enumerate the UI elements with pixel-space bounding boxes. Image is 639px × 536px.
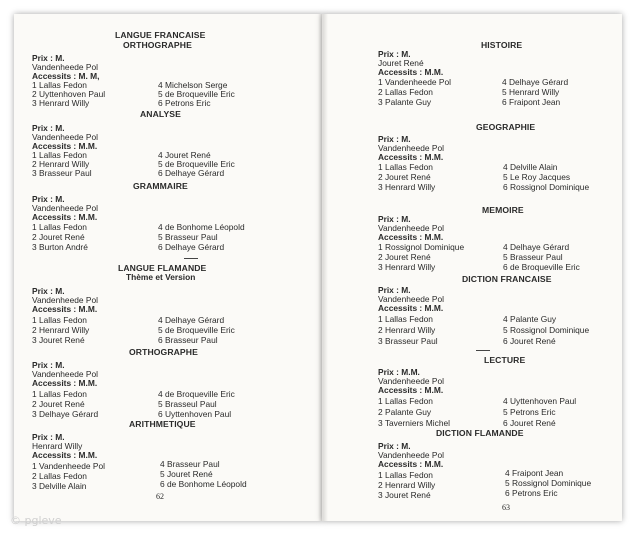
list-item: 6 Jouret René bbox=[503, 418, 556, 428]
list-item: 1 Vandenheede Pol bbox=[378, 77, 451, 87]
list-item: 1 Lallas Fedon bbox=[32, 222, 87, 232]
list-item: 6 Fraipont Jean bbox=[502, 97, 561, 107]
list-item: 5 Rossignol Dominique bbox=[503, 325, 590, 335]
prix-name: Henrard Willy bbox=[32, 441, 83, 451]
list-item: 5 Brasseur Paul bbox=[158, 232, 218, 242]
page-number: 63 bbox=[502, 503, 510, 512]
list-item: 3 Henrard Willy bbox=[378, 262, 436, 272]
list-item: 4 Delville Alain bbox=[503, 162, 558, 172]
list-item: 6 Rossignol Dominique bbox=[503, 182, 590, 192]
heading-lecture: LECTURE bbox=[484, 355, 526, 365]
list-item: 6 Uyttenhoven Paul bbox=[158, 409, 232, 419]
prix-name: Vandenheede Pol bbox=[32, 62, 98, 72]
list-item: 3 Brasseur Paul bbox=[378, 336, 438, 346]
list-item: 4 Delhaye Gérard bbox=[503, 242, 570, 252]
list-item: 2 Jouret René bbox=[378, 172, 431, 182]
list-item: 5 Petrons Eric bbox=[503, 407, 556, 417]
list-item: 4 Uyttenhoven Paul bbox=[503, 396, 577, 406]
list-item: 1 Lallas Fedon bbox=[378, 314, 433, 324]
heading-memoire: MEMOIRE bbox=[482, 205, 524, 215]
heading-arithmetique: ARITHMETIQUE bbox=[129, 419, 196, 429]
watermark: © pgleve bbox=[10, 514, 62, 527]
list-item: 2 Lallas Fedon bbox=[32, 471, 87, 481]
prix-label: Prix : M. bbox=[32, 194, 65, 204]
prix-label: Prix : M. bbox=[378, 214, 411, 224]
list-item: 2 Lallas Fedon bbox=[378, 87, 433, 97]
accessits-label: Accessits : M.M. bbox=[378, 232, 444, 242]
list-item: 3 Delhaye Gérard bbox=[32, 409, 99, 419]
list-item: 5 Rossignol Dominique bbox=[505, 478, 592, 488]
book-gutter bbox=[318, 14, 328, 521]
prix-label: Prix : M. bbox=[32, 53, 65, 63]
list-item: 4 Jouret René bbox=[158, 150, 211, 160]
divider bbox=[476, 350, 490, 351]
list-item: 1 Lallas Fedon bbox=[32, 389, 87, 399]
prix-name: Vandenheede Pol bbox=[378, 376, 444, 386]
heading-grammaire: GRAMMAIRE bbox=[133, 181, 188, 191]
list-item: 1 Lallas Fedon bbox=[32, 80, 87, 90]
list-item: 1 Lallas Fedon bbox=[378, 470, 433, 480]
list-item: 1 Rossignol Dominique bbox=[378, 242, 465, 252]
heading-analyse: ANALYSE bbox=[140, 109, 181, 119]
list-item: 4 Palante Guy bbox=[503, 314, 557, 324]
list-item: 1 Lallas Fedon bbox=[378, 162, 433, 172]
list-item: 1 Lallas Fedon bbox=[378, 396, 433, 406]
list-item: 4 Delhaye Gérard bbox=[502, 77, 569, 87]
list-item: 5 Le Roy Jacques bbox=[503, 172, 571, 182]
list-item: 2 Jouret René bbox=[378, 252, 431, 262]
prix-name: Vandenheede Pol bbox=[32, 369, 98, 379]
prix-name: Vandenheede Pol bbox=[378, 223, 444, 233]
list-item: 5 Brasseul Paul bbox=[158, 399, 217, 409]
list-item: 5 de Broqueville Eric bbox=[158, 89, 235, 99]
list-item: 2 Henrard Willy bbox=[32, 325, 90, 335]
prix-name: Vandenheede Pol bbox=[32, 132, 98, 142]
prix-label: Prix : M. bbox=[32, 360, 65, 370]
list-item: 2 Henrard Willy bbox=[378, 325, 436, 335]
list-item: 5 Henrard Willy bbox=[502, 87, 560, 97]
list-item: 4 Fraipont Jean bbox=[505, 468, 564, 478]
prix-name: Vandenheede Pol bbox=[32, 295, 98, 305]
accessits-label: Accessits : M.M. bbox=[32, 304, 98, 314]
list-item: 3 Jouret René bbox=[378, 490, 431, 500]
accessits-label: Accessits : M.M. bbox=[32, 212, 98, 222]
accessits-label: Accessits : M.M. bbox=[378, 152, 444, 162]
list-item: 3 Henrard Willy bbox=[378, 182, 436, 192]
list-item: 2 Henrard Willy bbox=[378, 480, 436, 490]
heading-geographie: GEOGRAPHIE bbox=[476, 122, 536, 132]
list-item: 2 Jouret René bbox=[32, 232, 85, 242]
list-item: 3 Jouret René bbox=[32, 335, 85, 345]
list-item: 6 Delhaye Gérard bbox=[158, 242, 225, 252]
accessits-label: Accessits : M. M, bbox=[32, 71, 100, 81]
list-item: 4 de Broqueville Eric bbox=[158, 389, 235, 399]
prix-label: Prix : M. bbox=[378, 441, 411, 451]
heading-orthographe-flamande: ORTHOGRAPHE bbox=[129, 347, 198, 357]
list-item: 2 Palante Guy bbox=[378, 407, 432, 417]
list-item: 1 Lallas Fedon bbox=[32, 150, 87, 160]
prix-label: Prix : M.M. bbox=[378, 367, 420, 377]
prix-name: Vandenheede Pol bbox=[378, 294, 444, 304]
heading-histoire: HISTOIRE bbox=[481, 40, 523, 50]
list-item: 6 Petrons Eric bbox=[505, 488, 558, 498]
accessits-label: Accessits : M.M. bbox=[378, 459, 444, 469]
accessits-label: Accessits : M.M. bbox=[378, 385, 444, 395]
prix-name: Jouret René bbox=[378, 58, 424, 68]
heading-langue-flamande: LANGUE FLAMANDE bbox=[118, 263, 207, 273]
heading-langue-francaise: LANGUE FRANCAISE bbox=[115, 30, 206, 40]
prix-label: Prix : M. bbox=[378, 49, 411, 59]
list-item: 2 Uyttenhoven Paul bbox=[32, 89, 106, 99]
list-item: 6 Petrons Eric bbox=[158, 98, 211, 108]
list-item: 6 Delhaye Gérard bbox=[158, 168, 225, 178]
accessits-label: Accessits : M.M. bbox=[378, 303, 444, 313]
list-item: 3 Burton André bbox=[32, 242, 88, 252]
list-item: 5 Jouret René bbox=[160, 469, 213, 479]
heading-theme-version: Thème et Version bbox=[126, 272, 196, 282]
prix-name: Vandenheede Pol bbox=[378, 450, 444, 460]
list-item: 3 Taverniers Michel bbox=[378, 418, 450, 428]
list-item: 2 Henrard Willy bbox=[32, 159, 90, 169]
prix-label: Prix : M. bbox=[378, 285, 411, 295]
list-item: 3 Delville Alain bbox=[32, 481, 87, 491]
accessits-label: Accessits : M.M. bbox=[32, 378, 98, 388]
list-item: 5 de Broqueville Eric bbox=[158, 159, 235, 169]
list-item: 4 Michelson Serge bbox=[158, 80, 228, 90]
accessits-label: Accessits : M.M. bbox=[32, 141, 98, 151]
prix-label: Prix : M. bbox=[32, 432, 65, 442]
prix-label: Prix : M. bbox=[32, 123, 65, 133]
list-item: 6 de Broqueville Eric bbox=[503, 262, 580, 272]
list-item: 4 Delhaye Gérard bbox=[158, 315, 225, 325]
accessits-label: Accessits : M.M. bbox=[32, 450, 98, 460]
list-item: 4 de Bonhome Léopold bbox=[158, 222, 245, 232]
prix-label: Prix : M. bbox=[32, 286, 65, 296]
list-item: 4 Brasseur Paul bbox=[160, 459, 220, 469]
accessits-label: Accessits : M.M. bbox=[378, 67, 444, 77]
list-item: 1 Lallas Fedon bbox=[32, 315, 87, 325]
divider bbox=[184, 258, 198, 259]
list-item: 6 Brasseur Paul bbox=[158, 335, 218, 345]
prix-name: Vandenheede Pol bbox=[378, 143, 444, 153]
list-item: 6 Jouret René bbox=[503, 336, 556, 346]
prix-name: Vandenheede Pol bbox=[32, 203, 98, 213]
heading-orthographe: ORTHOGRAPHE bbox=[123, 40, 192, 50]
list-item: 6 de Bonhome Léopold bbox=[160, 479, 247, 489]
heading-diction-flamande: DICTION FLAMANDE bbox=[436, 428, 524, 438]
page-number: 62 bbox=[156, 492, 164, 501]
list-item: 3 Brasseur Paul bbox=[32, 168, 92, 178]
list-item: 5 Brasseur Paul bbox=[503, 252, 563, 262]
list-item: 2 Jouret René bbox=[32, 399, 85, 409]
list-item: 3 Palante Guy bbox=[378, 97, 432, 107]
list-item: 1 Vandenheede Pol bbox=[32, 461, 105, 471]
heading-diction-francaise: DICTION FRANCAISE bbox=[462, 274, 552, 284]
list-item: 3 Henrard Willy bbox=[32, 98, 90, 108]
prix-label: Prix : M. bbox=[378, 134, 411, 144]
list-item: 5 de Broqueville Eric bbox=[158, 325, 235, 335]
